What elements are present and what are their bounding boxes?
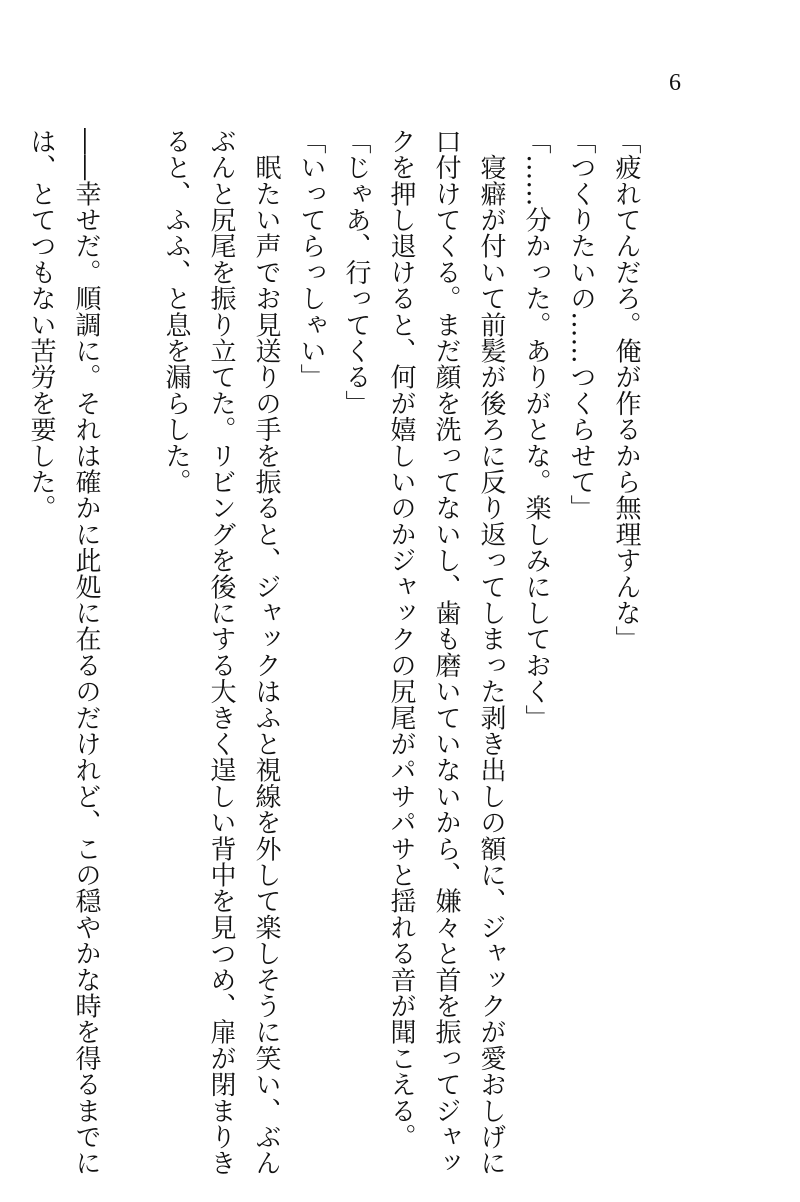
text-line: クを押し退けると、何が嬉しいのかジャックの尻尾がパサパサと揺れる音が聞こえる。 [386,128,416,1150]
text-line: 口付けてくる。まだ顔を洗ってないし、歯も磨いていないから、嫌々と首を振ってジャッ [431,128,461,1176]
text-line: ――幸せだ。順調に。それは確かに此処に在るのだけれど、この穏やかな時を得るまでに [71,128,101,1176]
text-line: 「じゃあ、行ってくる」 [341,128,371,417]
text-line: 「いってらっしゃい」 [296,128,326,390]
blank-line [0,128,18,138]
text-line: 「……分かった。ありがとな。楽しみにしておく」 [521,128,551,731]
page-number: 6 [669,70,681,96]
text-line: ると、ふふ、と息を漏らした。 [161,128,191,495]
body-text [0,128,648,1176]
text-line: は、とてつもない苦労を要した。 [26,128,56,521]
blank-line [108,128,153,138]
text-line: 「つくりたいの……つくらせて」 [566,128,596,521]
text-line: 眠たい声でお見送りの手を振ると、ジャックはふと視線を外して楽しそうに笑い、ぶん [251,128,281,1176]
text-line: ぶんと尻尾を振り立てた。リビングを後にする大きく逞しい背中を見つめ、扉が閉まりき [206,128,236,1176]
text-line: 「疲れてんだろ。俺が作るから無理すんな」 [611,128,641,652]
text-line: 寝癖が付いて前髪が後ろに反り返ってしまった剥き出しの額に、ジャックが愛おしげに [476,128,506,1176]
